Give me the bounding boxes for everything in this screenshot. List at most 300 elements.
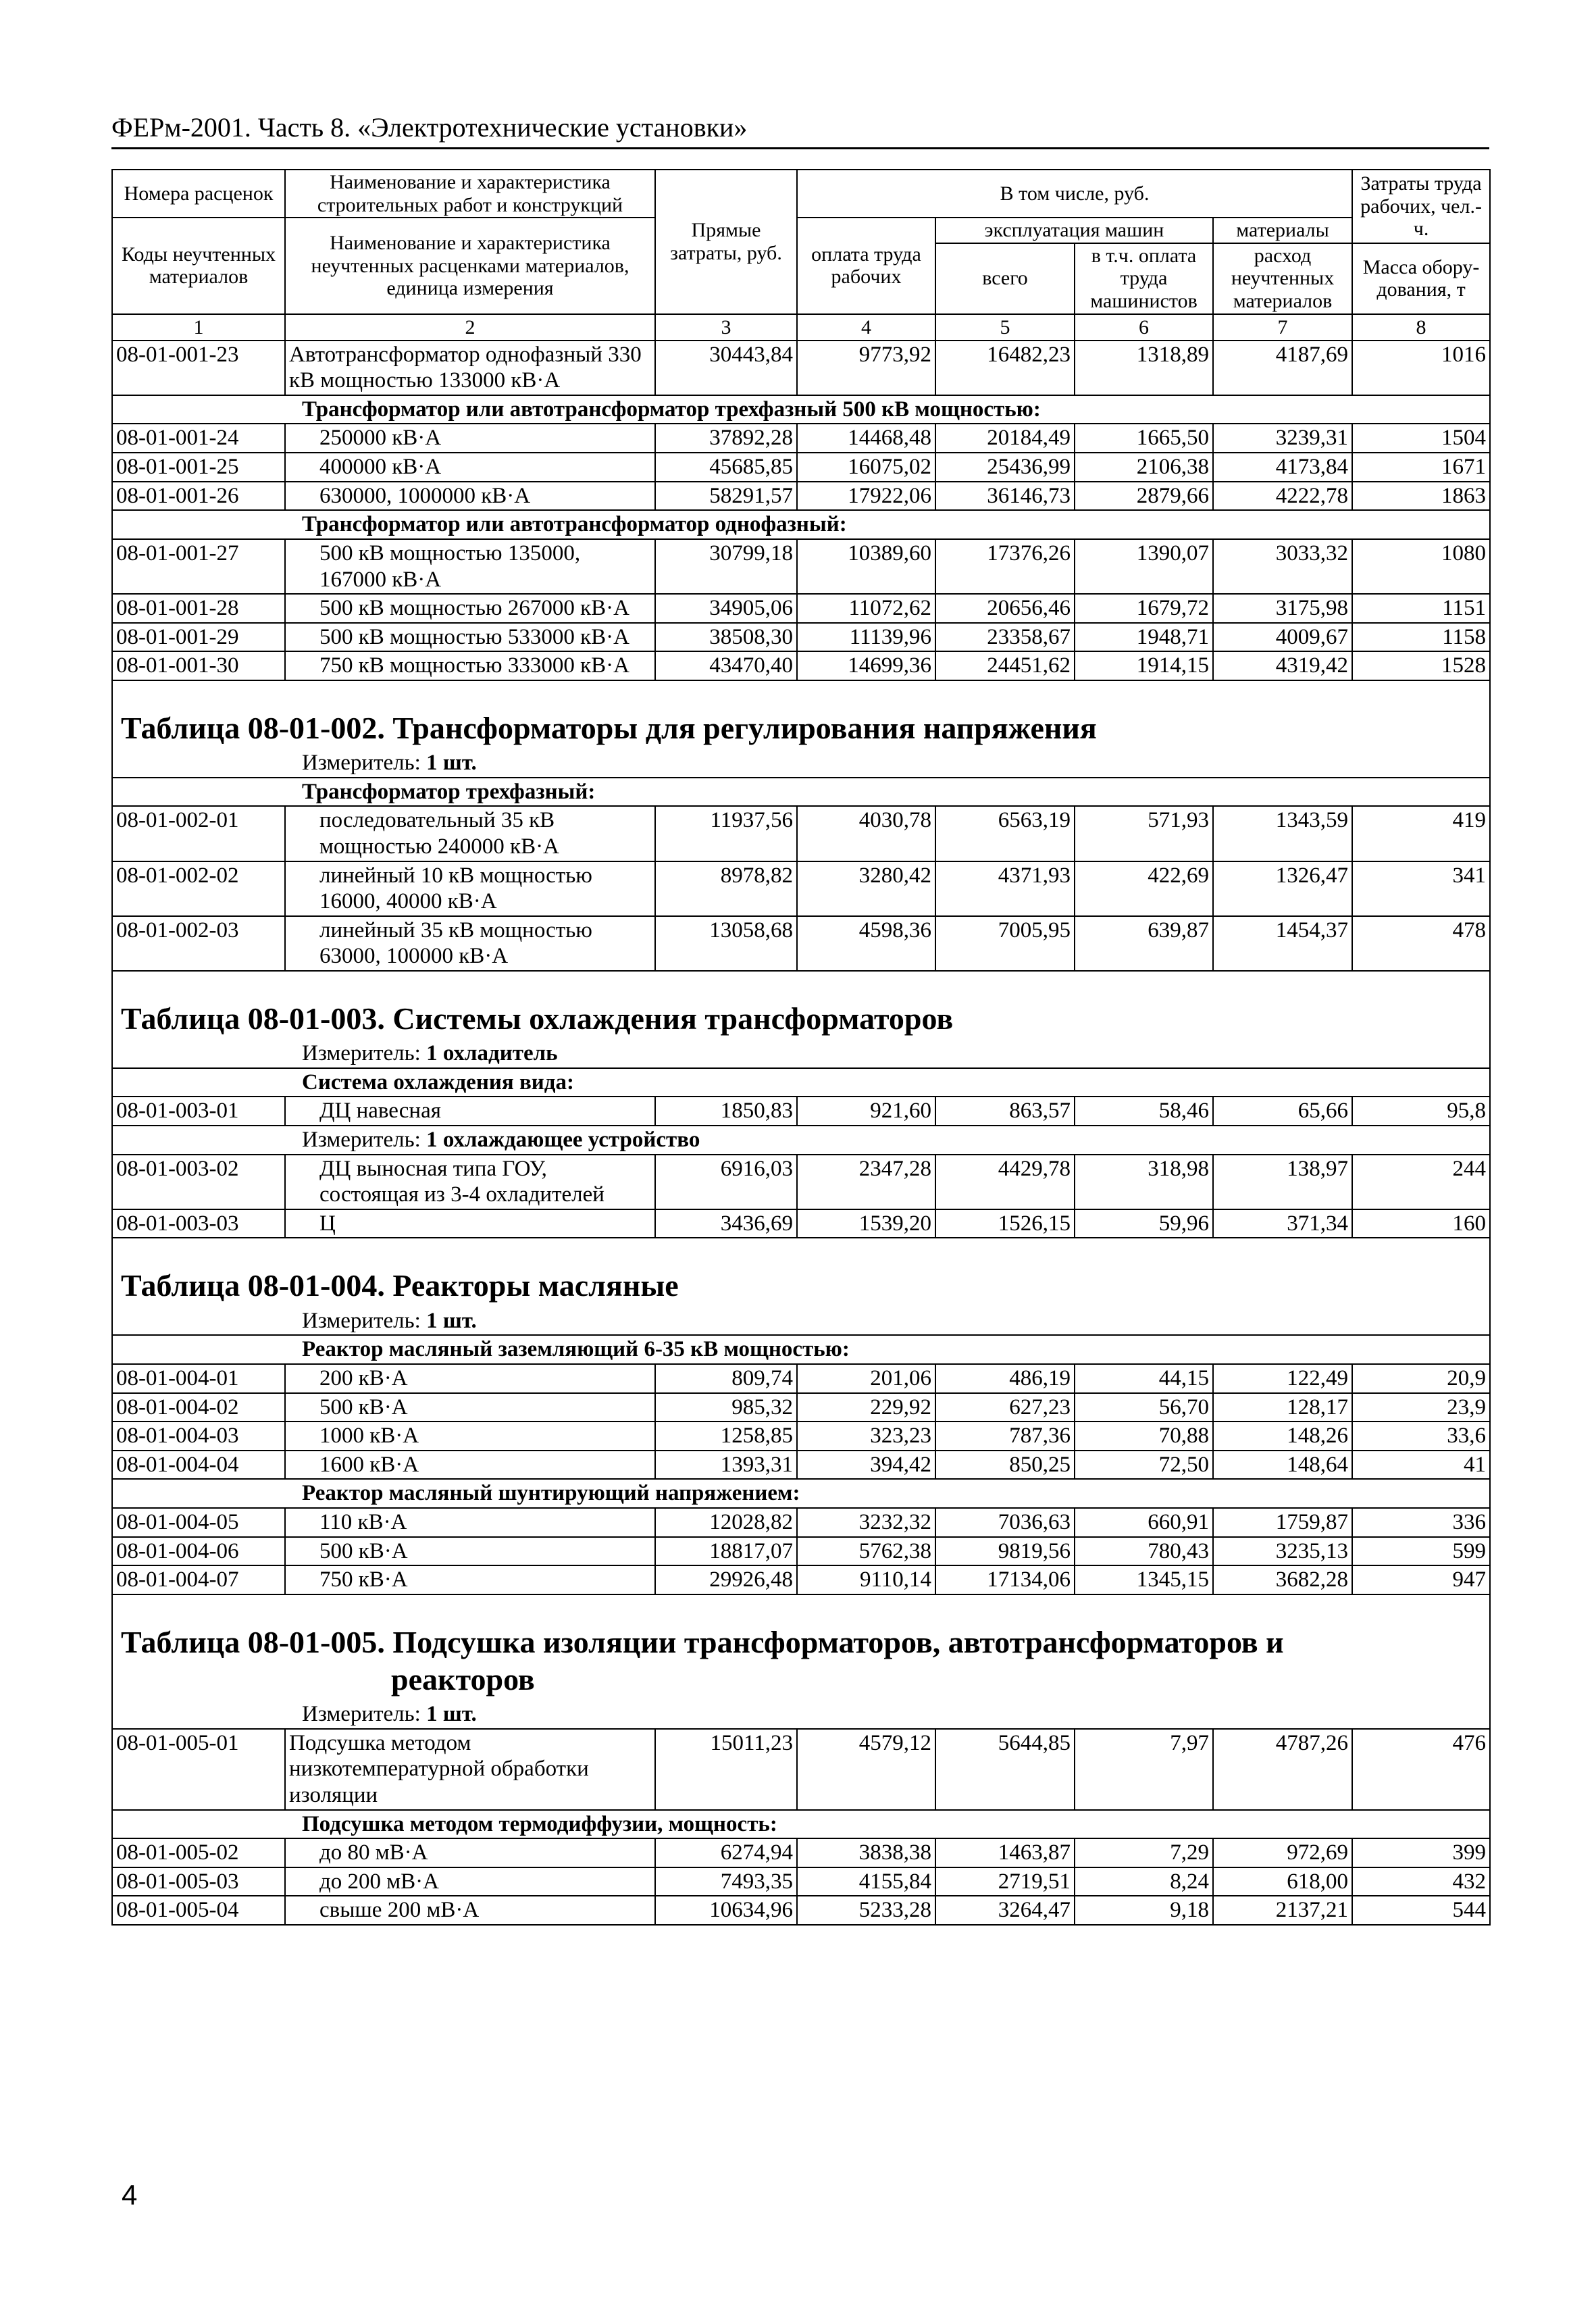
rate-value-c6: 8,24 xyxy=(1075,1867,1213,1896)
rate-code: 08-01-004-02 xyxy=(112,1393,285,1422)
table-row xyxy=(112,1729,1490,1810)
rate-value-c4: 17922,06 xyxy=(797,482,935,511)
rate-value-c5: 627,23 xyxy=(935,1393,1075,1422)
rate-value-c6: 1665,50 xyxy=(1075,424,1213,453)
rate-value-c7: 4173,84 xyxy=(1213,453,1352,482)
rate-value-c6: 639,87 xyxy=(1075,916,1213,971)
rate-value-c8: 1863 xyxy=(1352,482,1490,511)
rate-value-c7: 371,34 xyxy=(1213,1209,1352,1238)
rate-value-c6: 7,29 xyxy=(1075,1838,1213,1867)
rate-value-c4: 1539,20 xyxy=(797,1209,935,1238)
rate-name: линейный 10 кВ мощностью 16000, 40000 кВ·А xyxy=(285,861,655,916)
rate-code: 08-01-001-30 xyxy=(112,651,285,680)
rate-value-c4: 9110,14 xyxy=(797,1565,935,1594)
rate-value-c6: 1345,15 xyxy=(1075,1565,1213,1594)
section-title: Таблица 08-01-004. Реакторы масляные xyxy=(112,1267,1490,1307)
section-gap xyxy=(112,680,1490,709)
measure-value: 1 шт. xyxy=(426,1308,477,1333)
rate-value-c7: 3033,32 xyxy=(1213,539,1352,594)
rate-value-c3: 34905,06 xyxy=(655,594,797,623)
rate-value-c4: 201,06 xyxy=(797,1364,935,1393)
rate-value-c8: 336 xyxy=(1352,1508,1490,1537)
rate-value-c5: 17134,06 xyxy=(935,1565,1075,1594)
rate-name: ДЦ навесная xyxy=(285,1097,655,1126)
rate-name: линейный 35 кВ мощностью 63000, 100000 кВ·А xyxy=(285,916,655,971)
table-row xyxy=(112,453,1490,482)
table-row xyxy=(112,482,1490,511)
rate-value-c3: 10634,96 xyxy=(655,1896,797,1925)
rate-value-c8: 1158 xyxy=(1352,623,1490,652)
rate-value-c4: 3838,38 xyxy=(797,1838,935,1867)
rate-value-c5: 1526,15 xyxy=(935,1209,1075,1238)
rate-value-c4: 11139,96 xyxy=(797,623,935,652)
measure-label: Измеритель: xyxy=(302,751,421,776)
rate-value-c3: 7493,35 xyxy=(655,1867,797,1896)
section-gap xyxy=(112,1594,1490,1624)
rate-name: свыше 200 мВ·А xyxy=(285,1896,655,1925)
col-uncounted-name: Наименование и характеристика неучтенных расценками материалов, единица измерения xyxy=(285,218,655,313)
rate-value-c8: 1528 xyxy=(1352,651,1490,680)
rate-value-c5: 486,19 xyxy=(935,1364,1075,1393)
rate-code: 08-01-001-24 xyxy=(112,424,285,453)
section-title-line: реакторов xyxy=(391,1661,535,1696)
rate-value-c4: 394,42 xyxy=(797,1451,935,1480)
group-heading-row xyxy=(112,1335,1490,1364)
rate-value-c7: 972,69 xyxy=(1213,1838,1352,1867)
group-heading-row xyxy=(112,395,1490,424)
rate-name: 500 кВ мощностью 533000 кВ·А xyxy=(285,623,655,652)
rate-value-c8: 1151 xyxy=(1352,594,1490,623)
rate-name: до 80 мВ·А xyxy=(285,1838,655,1867)
rate-name: 400000 кВ·А xyxy=(285,453,655,482)
col-materials: материалы xyxy=(1213,218,1352,243)
rate-value-c6: 7,97 xyxy=(1075,1729,1213,1810)
rate-value-c5: 4371,93 xyxy=(935,861,1075,916)
rate-value-c6: 1948,71 xyxy=(1075,623,1213,652)
rate-value-c5: 16482,23 xyxy=(935,341,1075,395)
rate-code: 08-01-001-27 xyxy=(112,539,285,594)
rate-name: 500 кВ мощностью 267000 кВ·А xyxy=(285,594,655,623)
rate-value-c6: 318,98 xyxy=(1075,1155,1213,1209)
table-row xyxy=(112,1393,1490,1422)
rate-value-c4: 9773,92 xyxy=(797,341,935,395)
rate-name: Подсушка методом низкотемпературной обработки изоляции xyxy=(285,1729,655,1810)
rate-value-c6: 1914,15 xyxy=(1075,651,1213,680)
rate-value-c3: 6916,03 xyxy=(655,1155,797,1209)
section-title: Таблица 08-01-002. Трансформаторы для регулирования напряжения xyxy=(112,709,1490,749)
rate-name: последовательный 35 кВ мощностью 240000 кВ·А xyxy=(285,806,655,861)
col-codes: Коды неучтенных материалов xyxy=(112,218,285,313)
rate-value-c5: 36146,73 xyxy=(935,482,1075,511)
rate-value-c7: 4222,78 xyxy=(1213,482,1352,511)
rate-value-c4: 16075,02 xyxy=(797,453,935,482)
rate-value-c4: 14468,48 xyxy=(797,424,935,453)
rate-code: 08-01-001-29 xyxy=(112,623,285,652)
rate-value-c3: 1258,85 xyxy=(655,1422,797,1451)
col-machine-ops: эксплуатация машин xyxy=(935,218,1213,243)
rate-name: 200 кВ·А xyxy=(285,1364,655,1393)
table-row xyxy=(112,539,1490,594)
rate-value-c7: 4787,26 xyxy=(1213,1729,1352,1810)
rate-value-c4: 4155,84 xyxy=(797,1867,935,1896)
group-heading-row xyxy=(112,1068,1490,1097)
rate-value-c8: 1504 xyxy=(1352,424,1490,453)
rate-value-c5: 787,36 xyxy=(935,1422,1075,1451)
group-heading: Трансформатор трехфазный: xyxy=(112,778,1490,807)
rate-name: 500 кВ·А xyxy=(285,1393,655,1422)
rate-code: 08-01-004-04 xyxy=(112,1451,285,1480)
measure-label: Измеритель: xyxy=(302,1041,421,1066)
group-heading: Подсушка методом термодиффузии, мощность: xyxy=(112,1810,1490,1839)
rate-value-c7: 128,17 xyxy=(1213,1393,1352,1422)
rate-value-c3: 1850,83 xyxy=(655,1097,797,1126)
table-row xyxy=(112,1838,1490,1867)
column-number: 8 xyxy=(1352,314,1490,341)
rate-value-c5: 25436,99 xyxy=(935,453,1075,482)
measure-unit xyxy=(112,1040,1490,1068)
rate-code: 08-01-001-28 xyxy=(112,594,285,623)
rate-value-c6: 59,96 xyxy=(1075,1209,1213,1238)
group-heading: Реактор масляный заземляющий 6-35 кВ мощностью: xyxy=(112,1335,1490,1364)
rate-value-c5: 7005,95 xyxy=(935,916,1075,971)
rate-code: 08-01-003-01 xyxy=(112,1097,285,1126)
table-row xyxy=(112,1451,1490,1480)
group-heading-row xyxy=(112,510,1490,539)
rate-value-c7: 1326,47 xyxy=(1213,861,1352,916)
rate-code: 08-01-004-07 xyxy=(112,1565,285,1594)
col-direct-costs: Прямые затраты, руб. xyxy=(655,170,797,314)
rate-value-c4: 323,23 xyxy=(797,1422,935,1451)
col-incl-machinists: в т.ч. оплата труда машинистов xyxy=(1075,243,1213,314)
table-row xyxy=(112,424,1490,453)
rate-value-c7: 122,49 xyxy=(1213,1364,1352,1393)
table-row xyxy=(112,341,1490,395)
rate-value-c8: 160 xyxy=(1352,1209,1490,1238)
rate-code: 08-01-005-02 xyxy=(112,1838,285,1867)
table-row xyxy=(112,651,1490,680)
rate-value-c5: 2719,51 xyxy=(935,1867,1075,1896)
measure-row xyxy=(112,1126,1490,1155)
rate-name: 1600 кВ·А xyxy=(285,1451,655,1480)
rate-value-c5: 5644,85 xyxy=(935,1729,1075,1810)
table-row xyxy=(112,1209,1490,1238)
col-labor-workers: оплата труда рабочих xyxy=(797,218,935,313)
rate-value-c5: 20184,49 xyxy=(935,424,1075,453)
group-heading-row xyxy=(112,1479,1490,1508)
rate-value-c6: 70,88 xyxy=(1075,1422,1213,1451)
rate-value-c6: 660,91 xyxy=(1075,1508,1213,1537)
section-title-line: Таблица 08-01-005. Подсушка изоляции трансформаторов, автотрансформаторов и xyxy=(121,1624,1284,1659)
rate-value-c6: 2879,66 xyxy=(1075,482,1213,511)
rate-value-c5: 7036,63 xyxy=(935,1508,1075,1537)
rate-value-c6: 9,18 xyxy=(1075,1896,1213,1925)
group-heading: Трансформатор или автотрансформатор трехфазный 500 кВ мощностью: xyxy=(112,395,1490,424)
rate-value-c5: 3264,47 xyxy=(935,1896,1075,1925)
rate-value-c7: 4319,42 xyxy=(1213,651,1352,680)
group-heading-row xyxy=(112,1810,1490,1839)
column-number: 1 xyxy=(112,314,285,341)
rate-value-c6: 44,15 xyxy=(1075,1364,1213,1393)
section-title-row xyxy=(112,1267,1490,1307)
rate-value-c7: 4009,67 xyxy=(1213,623,1352,652)
measure-row xyxy=(112,1040,1490,1068)
rate-value-c8: 41 xyxy=(1352,1451,1490,1480)
rate-value-c3: 43470,40 xyxy=(655,651,797,680)
rate-value-c7: 3175,98 xyxy=(1213,594,1352,623)
rate-value-c6: 72,50 xyxy=(1075,1451,1213,1480)
rate-value-c4: 11072,62 xyxy=(797,594,935,623)
rate-value-c8: 476 xyxy=(1352,1729,1490,1810)
measure-value: 1 охладитель xyxy=(426,1041,558,1066)
rate-code: 08-01-004-03 xyxy=(112,1422,285,1451)
rate-value-c5: 850,25 xyxy=(935,1451,1075,1480)
rate-value-c8: 33,6 xyxy=(1352,1422,1490,1451)
rate-value-c8: 419 xyxy=(1352,806,1490,861)
rate-value-c7: 65,66 xyxy=(1213,1097,1352,1126)
rate-value-c8: 341 xyxy=(1352,861,1490,916)
col-labor-costs: Затраты труда рабочих, чел.-ч. xyxy=(1352,170,1490,243)
column-number: 4 xyxy=(797,314,935,341)
rate-value-c4: 2347,28 xyxy=(797,1155,935,1209)
rate-value-c6: 1390,07 xyxy=(1075,539,1213,594)
rate-name: 250000 кВ·А xyxy=(285,424,655,453)
col-incl: В том числе, руб. xyxy=(797,170,1352,218)
measure-row xyxy=(112,1701,1490,1729)
rate-value-c6: 780,43 xyxy=(1075,1537,1213,1566)
rate-code: 08-01-002-01 xyxy=(112,806,285,861)
rate-value-c8: 95,8 xyxy=(1352,1097,1490,1126)
rate-value-c7: 148,64 xyxy=(1213,1451,1352,1480)
rate-name: 110 кВ·А xyxy=(285,1508,655,1537)
table-row xyxy=(112,1508,1490,1537)
rate-value-c6: 58,46 xyxy=(1075,1097,1213,1126)
measure-unit xyxy=(112,1126,1490,1155)
table-row xyxy=(112,1537,1490,1566)
measure-label: Измеритель: xyxy=(302,1308,421,1333)
measure-unit xyxy=(112,749,1490,778)
rate-value-c7: 1343,59 xyxy=(1213,806,1352,861)
column-number: 3 xyxy=(655,314,797,341)
rate-value-c8: 20,9 xyxy=(1352,1364,1490,1393)
rate-value-c8: 1080 xyxy=(1352,539,1490,594)
section-gap xyxy=(112,1238,1490,1267)
rate-value-c4: 3232,32 xyxy=(797,1508,935,1537)
rate-value-c8: 1671 xyxy=(1352,453,1490,482)
rate-value-c8: 544 xyxy=(1352,1896,1490,1925)
rate-value-c3: 18817,07 xyxy=(655,1537,797,1566)
rate-value-c4: 5233,28 xyxy=(797,1896,935,1925)
rates-table xyxy=(111,169,1491,1926)
rate-value-c7: 1759,87 xyxy=(1213,1508,1352,1537)
section-title xyxy=(112,1624,1490,1701)
section-title-row xyxy=(112,1624,1490,1701)
col-work-name: Наименование и характеристика строительных работ и конструкций xyxy=(285,170,655,218)
group-heading: Система охлаждения вида: xyxy=(112,1068,1490,1097)
rate-name: до 200 мВ·А xyxy=(285,1867,655,1896)
rate-value-c3: 30443,84 xyxy=(655,341,797,395)
rate-value-c8: 478 xyxy=(1352,916,1490,971)
table-row xyxy=(112,861,1490,916)
section-gap xyxy=(112,971,1490,1000)
measure-label: Измеритель: xyxy=(302,1702,421,1727)
column-number: 7 xyxy=(1213,314,1352,341)
rate-name: 750 кВ·А xyxy=(285,1565,655,1594)
rate-value-c7: 2137,21 xyxy=(1213,1896,1352,1925)
rate-value-c4: 921,60 xyxy=(797,1097,935,1126)
rate-value-c4: 4579,12 xyxy=(797,1729,935,1810)
section-gap-cell xyxy=(112,1594,1490,1624)
rate-value-c3: 6274,94 xyxy=(655,1838,797,1867)
table-row xyxy=(112,1155,1490,1209)
rate-value-c3: 15011,23 xyxy=(655,1729,797,1810)
table-row xyxy=(112,623,1490,652)
rate-value-c4: 14699,36 xyxy=(797,651,935,680)
rate-value-c8: 599 xyxy=(1352,1537,1490,1566)
measure-row xyxy=(112,1307,1490,1336)
group-heading: Реактор масляный шунтирующий напряжением: xyxy=(112,1479,1490,1508)
measure-unit xyxy=(112,1701,1490,1729)
section-gap-cell xyxy=(112,1238,1490,1267)
rate-code: 08-01-004-06 xyxy=(112,1537,285,1566)
rate-value-c3: 37892,28 xyxy=(655,424,797,453)
rate-code: 08-01-002-02 xyxy=(112,861,285,916)
rate-code: 08-01-005-04 xyxy=(112,1896,285,1925)
section-title-row xyxy=(112,1000,1490,1040)
rate-value-c8: 432 xyxy=(1352,1867,1490,1896)
rate-code: 08-01-001-26 xyxy=(112,482,285,511)
rate-value-c3: 11937,56 xyxy=(655,806,797,861)
table-row xyxy=(112,1364,1490,1393)
rate-value-c3: 985,32 xyxy=(655,1393,797,1422)
table-row xyxy=(112,1565,1490,1594)
rate-value-c7: 148,26 xyxy=(1213,1422,1352,1451)
rate-code: 08-01-004-05 xyxy=(112,1508,285,1537)
table-row xyxy=(112,806,1490,861)
rate-value-c5: 20656,46 xyxy=(935,594,1075,623)
rate-value-c5: 23358,67 xyxy=(935,623,1075,652)
table-body xyxy=(112,314,1490,1925)
rate-code: 08-01-005-03 xyxy=(112,1867,285,1896)
rate-value-c5: 9819,56 xyxy=(935,1537,1075,1566)
rate-value-c3: 58291,57 xyxy=(655,482,797,511)
rate-value-c7: 3682,28 xyxy=(1213,1565,1352,1594)
rate-value-c6: 422,69 xyxy=(1075,861,1213,916)
rate-value-c3: 3436,69 xyxy=(655,1209,797,1238)
rate-code: 08-01-001-25 xyxy=(112,453,285,482)
rate-name: 500 кВ·А xyxy=(285,1537,655,1566)
rate-value-c7: 4187,69 xyxy=(1213,341,1352,395)
col-material-use: расход неучтенных материалов xyxy=(1213,243,1352,314)
column-number: 5 xyxy=(935,314,1075,341)
document-header: ФЕРм-2001. Часть 8. «Электротехнические установки» xyxy=(111,111,1489,149)
page-number: 4 xyxy=(122,2179,138,2211)
rate-value-c8: 947 xyxy=(1352,1565,1490,1594)
rate-value-c7: 3239,31 xyxy=(1213,424,1352,453)
rate-value-c6: 1318,89 xyxy=(1075,341,1213,395)
rate-value-c3: 30799,18 xyxy=(655,539,797,594)
rate-value-c7: 618,00 xyxy=(1213,1867,1352,1896)
rate-value-c4: 5762,38 xyxy=(797,1537,935,1566)
col-rate-numbers: Номера расценок xyxy=(112,170,285,218)
table-row xyxy=(112,1422,1490,1451)
measure-value: 1 шт. xyxy=(426,751,477,776)
measure-value: 1 охлаждающее устройство xyxy=(426,1128,700,1153)
column-number: 6 xyxy=(1075,314,1213,341)
rate-value-c5: 24451,62 xyxy=(935,651,1075,680)
rate-name: 630000, 1000000 кВ·А xyxy=(285,482,655,511)
rate-value-c3: 29926,48 xyxy=(655,1565,797,1594)
rate-value-c7: 3235,13 xyxy=(1213,1537,1352,1566)
rate-value-c5: 17376,26 xyxy=(935,539,1075,594)
rate-name: 1000 кВ·А xyxy=(285,1422,655,1451)
section-gap-cell xyxy=(112,680,1490,709)
measure-unit xyxy=(112,1307,1490,1336)
measure-label: Измеритель: xyxy=(302,1128,421,1153)
rate-value-c8: 244 xyxy=(1352,1155,1490,1209)
rate-value-c8: 23,9 xyxy=(1352,1393,1490,1422)
rate-code: 08-01-005-01 xyxy=(112,1729,285,1810)
table-row xyxy=(112,1867,1490,1896)
measure-value: 1 шт. xyxy=(426,1702,477,1727)
rate-value-c7: 138,97 xyxy=(1213,1155,1352,1209)
rate-value-c3: 8978,82 xyxy=(655,861,797,916)
col-total: всего xyxy=(935,243,1075,314)
rate-value-c4: 3280,42 xyxy=(797,861,935,916)
table-header xyxy=(112,170,1490,314)
rate-value-c4: 229,92 xyxy=(797,1393,935,1422)
rate-value-c6: 2106,38 xyxy=(1075,453,1213,482)
rate-name: Ц xyxy=(285,1209,655,1238)
rate-code: 08-01-001-23 xyxy=(112,341,285,395)
rate-value-c6: 56,70 xyxy=(1075,1393,1213,1422)
rate-value-c7: 1454,37 xyxy=(1213,916,1352,971)
rate-code: 08-01-002-03 xyxy=(112,916,285,971)
rate-name: 500 кВ мощностью 135000, 167000 кВ·А xyxy=(285,539,655,594)
group-heading: Трансформатор или автотрансформатор однофазный: xyxy=(112,510,1490,539)
column-numbers-row xyxy=(112,314,1490,341)
rate-value-c3: 809,74 xyxy=(655,1364,797,1393)
rate-value-c4: 4030,78 xyxy=(797,806,935,861)
rate-value-c4: 4598,36 xyxy=(797,916,935,971)
rate-value-c3: 38508,30 xyxy=(655,623,797,652)
rate-value-c5: 863,57 xyxy=(935,1097,1075,1126)
rate-value-c6: 571,93 xyxy=(1075,806,1213,861)
group-heading-row xyxy=(112,778,1490,807)
section-title-row xyxy=(112,709,1490,749)
table-row xyxy=(112,594,1490,623)
rate-value-c3: 12028,82 xyxy=(655,1508,797,1537)
table-row xyxy=(112,1097,1490,1126)
rate-value-c5: 1463,87 xyxy=(935,1838,1075,1867)
section-title: Таблица 08-01-003. Системы охлаждения трансформаторов xyxy=(112,1000,1490,1040)
rate-value-c8: 1016 xyxy=(1352,341,1490,395)
rate-name: Автотрансформатор однофазный 330 кВ мощностью 133000 кВ·А xyxy=(285,341,655,395)
rate-value-c4: 10389,60 xyxy=(797,539,935,594)
rate-value-c8: 399 xyxy=(1352,1838,1490,1867)
rate-code: 08-01-003-03 xyxy=(112,1209,285,1238)
rate-name: 750 кВ мощностью 333000 кВ·А xyxy=(285,651,655,680)
table-row xyxy=(112,1896,1490,1925)
rate-code: 08-01-003-02 xyxy=(112,1155,285,1209)
rate-value-c3: 45685,85 xyxy=(655,453,797,482)
measure-row xyxy=(112,749,1490,778)
rate-value-c5: 6563,19 xyxy=(935,806,1075,861)
col-equipment-mass: Масса обору-дования, т xyxy=(1352,243,1490,314)
column-number: 2 xyxy=(285,314,655,341)
rate-value-c5: 4429,78 xyxy=(935,1155,1075,1209)
rate-name: ДЦ выносная типа ГОУ, состоящая из 3-4 охладителей xyxy=(285,1155,655,1209)
section-gap-cell xyxy=(112,971,1490,1000)
